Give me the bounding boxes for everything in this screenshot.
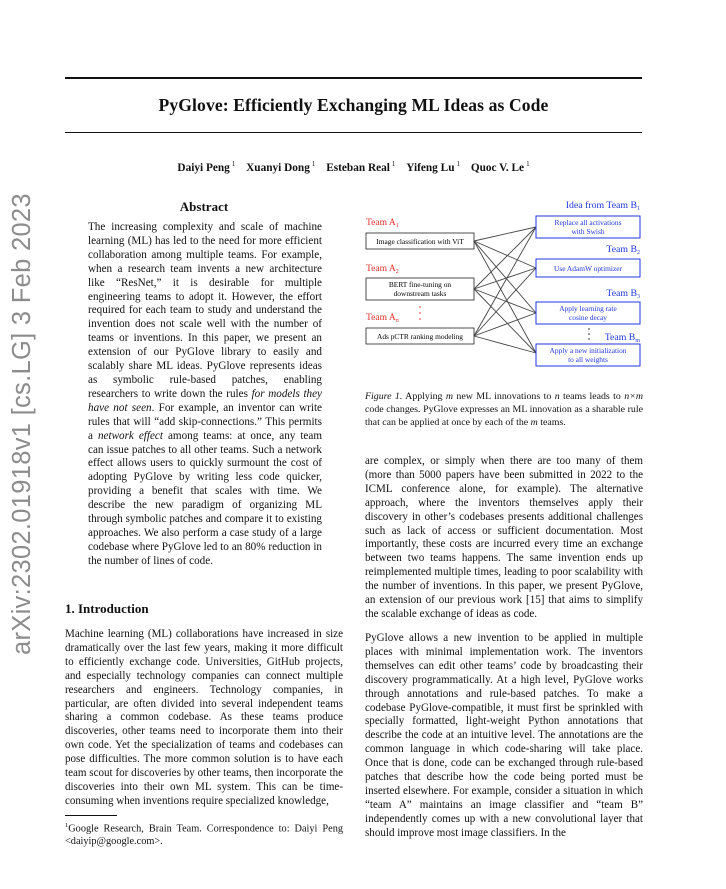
abstract-heading: Abstract: [179, 199, 229, 214]
footnote: $^1$Google Research, Brain Team. Correspondence to: Daiyi Peng <daiyip@google.com>.: [65, 822, 343, 848]
author: Yifeng Lu $^1$: [406, 160, 460, 174]
paper-title: PyGlove: Efficiently Exchanging ML Ideas as Code: [158, 95, 549, 115]
title-rule-bottom: [65, 132, 642, 133]
team-b3-line1: Apply learning rate: [559, 304, 617, 313]
author: Esteban Real $^1$: [326, 160, 396, 174]
team-b1-line2: with Swish: [571, 227, 605, 236]
team-b2-label: Team $B_2$: [606, 244, 640, 256]
title-rule-top: [65, 77, 642, 79]
right-paragraph-1: are complex, or simply when there are too many of them (more than 5000 papers have been submitted in 2022 to the ICML conference alone, for example). The alternative approach, where the inventors themselves apply their discovery in other’s codebases presents additional challenges such as lack of access or sufficient documentation. Most importantly, these costs are incurred every time an exchange between two teams happens. The same invention ends up reimplemented multiple times, leading to poor scalability with the number of inventions. In this paper, we present PyGlove, an extension of our previous work [15] that aims to simplify the scalable exchange of ideas as code.: [365, 455, 643, 620]
connection-lines: [474, 227, 536, 353]
team-bm-line2: to all weights: [568, 355, 608, 364]
abstract-body: The increasing complexity and scale of machine learning (ML) has led to the need for more efficient collaboration among multiple teams. For example, when a research team invents a new architecture like “ResNet,” it is desirable for multiple engineering teams to adopt it. However, the effort required for each team to study and understand the invention does not scale well with the number of teams or inventions. In this paper, we present an extension of our PyGlove library to easily and scalably share ML ideas. PyGlove represents ideas as symbolic rule-based patches, enabling researchers to write down the rules for models they have not seen. For example, an inventor can write rules that will “add skip-connections.” This permits a network effect among teams: at once, any team can issue patches to all other teams. Such a network effect allows users to quickly surmount the cost of adopting PyGlove by writing less code quicker, providing a benefit that scales with time. We describe the new paradigm of organizing ML through symbolic patches and compare it to existing approaches. We also perform a case study of a large codebase where PyGlove led to an 80% reduction in the number of lines of code.: [88, 221, 322, 567]
figure-1-caption: Figure 1. Applying m new ML innovations to n teams leads to n×m code changes. PyGlove expresses an ML innovation as a sharable rule that can be applied at once by each of the m teams.: [365, 391, 643, 429]
intro-heading: 1. Introduction: [65, 601, 149, 616]
idea-from-team-b-title: Idea from Team $B_1$: [565, 200, 640, 212]
team-b3-line2: cosine decay: [569, 313, 607, 322]
right-paragraph-2: PyGlove allows a new invention to be applied in multiple places with minimal implementation work. The inventors themselves can edit other teams’ code by broadcasting their discovery programmatically. At a high level, PyGlove works through annotations and rule-based patches. To make a codebase PyGlove-compatible, it must first be sprinkled with specially formatted, light-weight Python annotations that describe the code at an intuitive level. The annotations are the common language in which code-sharing will take place. Once that is done, code can be exchanged through rule-based patches that describe how the code being ported must be inserted elsewhere. For example, consider a situation in which “team A” maintains an image classifier and “team B” independently comes up with a new convolutional layer that should improve most image classifiers. In the: [365, 632, 643, 839]
team-bm-line1: Apply a new initialization: [549, 346, 627, 355]
team-a1-box-label: Image classification with ViT: [376, 237, 464, 246]
author: Xuanyi Dong $^1$: [246, 160, 316, 174]
team-b2-line1: Use AdamW optimizer: [553, 264, 623, 273]
arxiv-id-stamp: arXiv:2302.01918v1 [cs.LG] 3 Feb 2023: [8, 193, 36, 655]
team-a2-box-line2: downstream tasks: [393, 289, 447, 298]
team-b-ellipsis: [588, 328, 590, 340]
team-an-label: Team $A_n$: [366, 313, 399, 324]
author: Daiyi Peng $^1$: [177, 160, 236, 174]
footnote-rule: [65, 815, 117, 816]
team-a1-label: Team $A_1$: [366, 218, 399, 229]
figure-1-diagram: [362, 196, 646, 371]
team-a2-label: Team $A_2$: [366, 264, 399, 275]
team-an-box-label: Ads pCTR ranking modeling: [376, 332, 464, 341]
team-bm-label: Team $B_m$: [604, 332, 640, 344]
intro-paragraph: Machine learning (ML) collaborations have increased in size dramatically over the last few years, making it more difficult to efficiently exchange code. Universities, GitHub projects, and especially technology companies can connect multiple researchers and engineers. Technology companies, in particular, are often divided into several independent teams sharing a common codebase. As these teams produce discoveries, other teams need to incorporate them into their own code. Yet the specialization of teams and codebases can pose difficulties. The more common solution is to have each team scout for discoveries by other teams, then incorporate the discoveries into their own ML system. This can be time-consuming when inventions require specialized knowledge,: [65, 628, 343, 807]
team-a-ellipsis: [419, 306, 421, 320]
author-list: [65, 160, 642, 174]
team-b1-line1: Replace all activations: [554, 218, 622, 227]
team-a2-box-line1: BERT fine-tuning on: [388, 280, 452, 289]
team-b3-label: Team $B_3$: [606, 288, 640, 300]
author: Quoc V. Le $^1$: [470, 160, 530, 174]
